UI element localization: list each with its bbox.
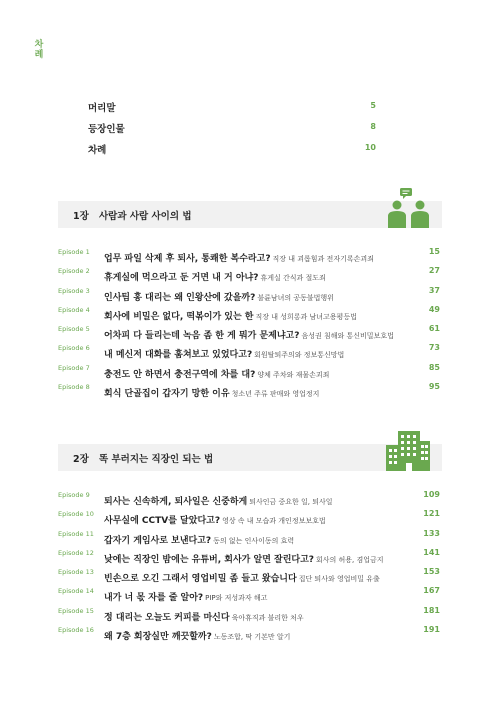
episode-number: Episode 1 [58, 248, 90, 256]
episode-row[interactable] [58, 487, 442, 506]
episode-page: 85 [428, 362, 440, 372]
episode-page: 141 [423, 547, 440, 557]
front-matter-item[interactable] [88, 97, 376, 118]
episode-subtitle: 양체 주차와 재물손괴죄 [257, 370, 330, 379]
episode-row[interactable] [58, 545, 442, 564]
front-matter-list [88, 97, 376, 160]
episode-subtitle: 집단 퇴사와 영업비밀 유출 [298, 575, 380, 584]
episode-page: 167 [423, 586, 440, 596]
front-matter-page: 8 [370, 122, 376, 131]
episode-number: Episode 16 [58, 626, 94, 635]
episode-subtitle: 영상 속 내 모습과 개인정보보호법 [222, 517, 326, 526]
episode-number: Episode 11 [58, 529, 94, 538]
front-matter-label: 차례 [88, 145, 107, 156]
episode-title: 정 대리는 오늘도 커피를 마신다 [104, 612, 230, 623]
episode-number: Episode 3 [58, 286, 90, 295]
episode-subtitle: 회원탈퇴주의와 정보통신망법 [254, 351, 345, 360]
episode-subtitle: 동의 없는 인사이동의 효력 [213, 536, 295, 545]
episode-row[interactable] [58, 360, 442, 379]
episode-page: 73 [428, 343, 440, 353]
episode-title: 내 메신저 대화를 훔쳐보고 있었다고? [104, 350, 253, 361]
episode-row[interactable] [58, 379, 442, 398]
front-matter-item[interactable] [88, 118, 376, 139]
episode-row[interactable] [58, 506, 442, 525]
front-matter-item[interactable] [88, 139, 376, 160]
episode-title: 업무 파일 삭제 후 퇴사, 통쾌한 복수라고? [104, 254, 271, 264]
episode-page: 121 [423, 509, 440, 519]
episode-subtitle: 음성권 침해와 통신비밀보호법 [301, 332, 394, 341]
front-matter-label: 등장인물 [88, 124, 125, 135]
episode-subtitle: PIP와 저성과자 해고 [205, 594, 268, 603]
episode-page: 191 [423, 625, 440, 635]
episode-subtitle: 청소년 주류 판매와 영업정지 [231, 390, 320, 399]
episode-number: Episode 15 [58, 606, 94, 615]
episode-page: 181 [423, 605, 440, 615]
chapter-number: 1장 [73, 211, 89, 222]
episode-subtitle: 육아휴직과 불리한 처우 [231, 613, 304, 622]
episode-row[interactable] [58, 302, 442, 321]
episode-row[interactable] [58, 564, 442, 583]
episode-number: Episode 2 [58, 267, 90, 276]
episode-subtitle: 직장 내 괴롭힘과 전자기록손괴죄 [272, 255, 374, 263]
episode-title: 왜 7층 회장실만 깨끗할까? [104, 632, 212, 643]
episode-title: 회사에 비밀은 없다, 떡볶이가 있는 한 [104, 311, 254, 322]
chapter-header-1[interactable] [58, 201, 442, 228]
front-matter-page: 10 [364, 143, 376, 152]
episode-row[interactable] [58, 263, 442, 282]
front-matter-label: 머리말 [88, 103, 116, 114]
episode-row[interactable] [58, 321, 442, 340]
episode-row[interactable] [58, 622, 442, 641]
episode-number: Episode 13 [58, 568, 94, 577]
episode-subtitle: 휴게실 간식과 절도죄 [260, 274, 326, 283]
episode-page: 95 [428, 382, 440, 392]
episode-subtitle: 불륜남녀의 공동불법행위 [257, 293, 334, 302]
episode-list-chapter-2 [58, 487, 442, 641]
episode-subtitle: 회사의 허용, 겸업금지 [316, 555, 384, 564]
episode-page: 133 [423, 528, 440, 538]
people-chat-icon [386, 186, 432, 228]
episode-page: 15 [428, 247, 440, 256]
episode-number: Episode 5 [58, 325, 90, 334]
episode-row[interactable] [58, 283, 442, 302]
episode-number: Episode 14 [58, 587, 94, 596]
episode-number: Episode 6 [58, 344, 90, 353]
episode-number: Episode 4 [58, 305, 90, 314]
episode-subtitle: 직장 내 성희롱과 남녀고용평등법 [255, 312, 357, 321]
front-matter-page: 5 [370, 101, 376, 110]
episode-title: 사무실에 CCTV를 달았다고? [104, 516, 221, 527]
chapter-header-2[interactable] [58, 444, 442, 471]
episode-title: 낮에는 직장인 밤에는 유튜버, 회사가 알면 잘린다고? [104, 554, 315, 565]
episode-page: 153 [423, 567, 440, 577]
toc-title: 차례 [34, 40, 44, 60]
episode-page: 37 [428, 285, 440, 295]
chapter-number: 2장 [73, 454, 89, 465]
episode-number: Episode 8 [58, 383, 90, 392]
episode-title: 갑자기 게임사로 보낸다고? [104, 535, 212, 546]
episode-title: 휴게실에 먹으라고 둔 거면 내 거 아냐? [104, 273, 259, 284]
episode-title: 회식 단골집이 갑자기 망한 이유 [104, 389, 230, 400]
episode-list-chapter-1 [58, 244, 442, 398]
episode-title: 어차피 다 들리는데 녹음 좀 한 게 뭐가 문제냐고? [104, 331, 300, 342]
episode-number: Episode 10 [58, 510, 94, 519]
episode-page: 27 [428, 266, 440, 276]
episode-title: 퇴사는 신속하게, 퇴사일은 신중하게 [104, 497, 248, 507]
episode-row[interactable] [58, 340, 442, 359]
office-building-icon [384, 429, 432, 471]
chapter-title: 똑 부러지는 직장인 되는 법 [99, 454, 214, 465]
episode-page: 49 [428, 304, 440, 314]
episode-title: 인사팀 홍 대리는 왜 인왕산에 갔을까? [104, 292, 256, 303]
episode-row[interactable] [58, 244, 442, 263]
episode-title: 내가 너 몫 자를 줄 알아? [104, 593, 204, 604]
episode-subtitle: 노동조합, 딱 기본만 알기 [213, 633, 291, 642]
episode-row[interactable] [58, 583, 442, 602]
episode-number: Episode 9 [58, 491, 90, 499]
episode-row[interactable] [58, 603, 442, 622]
episode-number: Episode 7 [58, 363, 90, 372]
episode-title: 빈손으로 오긴 그래서 영업비밀 좀 들고 왔습니다 [104, 574, 297, 585]
episode-subtitle: 퇴사인금 중요한 일, 퇴사일 [249, 498, 333, 506]
episode-title: 충전도 안 하면서 충전구역에 차를 대? [104, 369, 256, 380]
episode-number: Episode 12 [58, 548, 94, 557]
chapter-title: 사람과 사람 사이의 법 [99, 211, 192, 222]
episode-row[interactable] [58, 526, 442, 545]
episode-page: 61 [428, 324, 440, 334]
episode-page: 109 [423, 490, 440, 499]
